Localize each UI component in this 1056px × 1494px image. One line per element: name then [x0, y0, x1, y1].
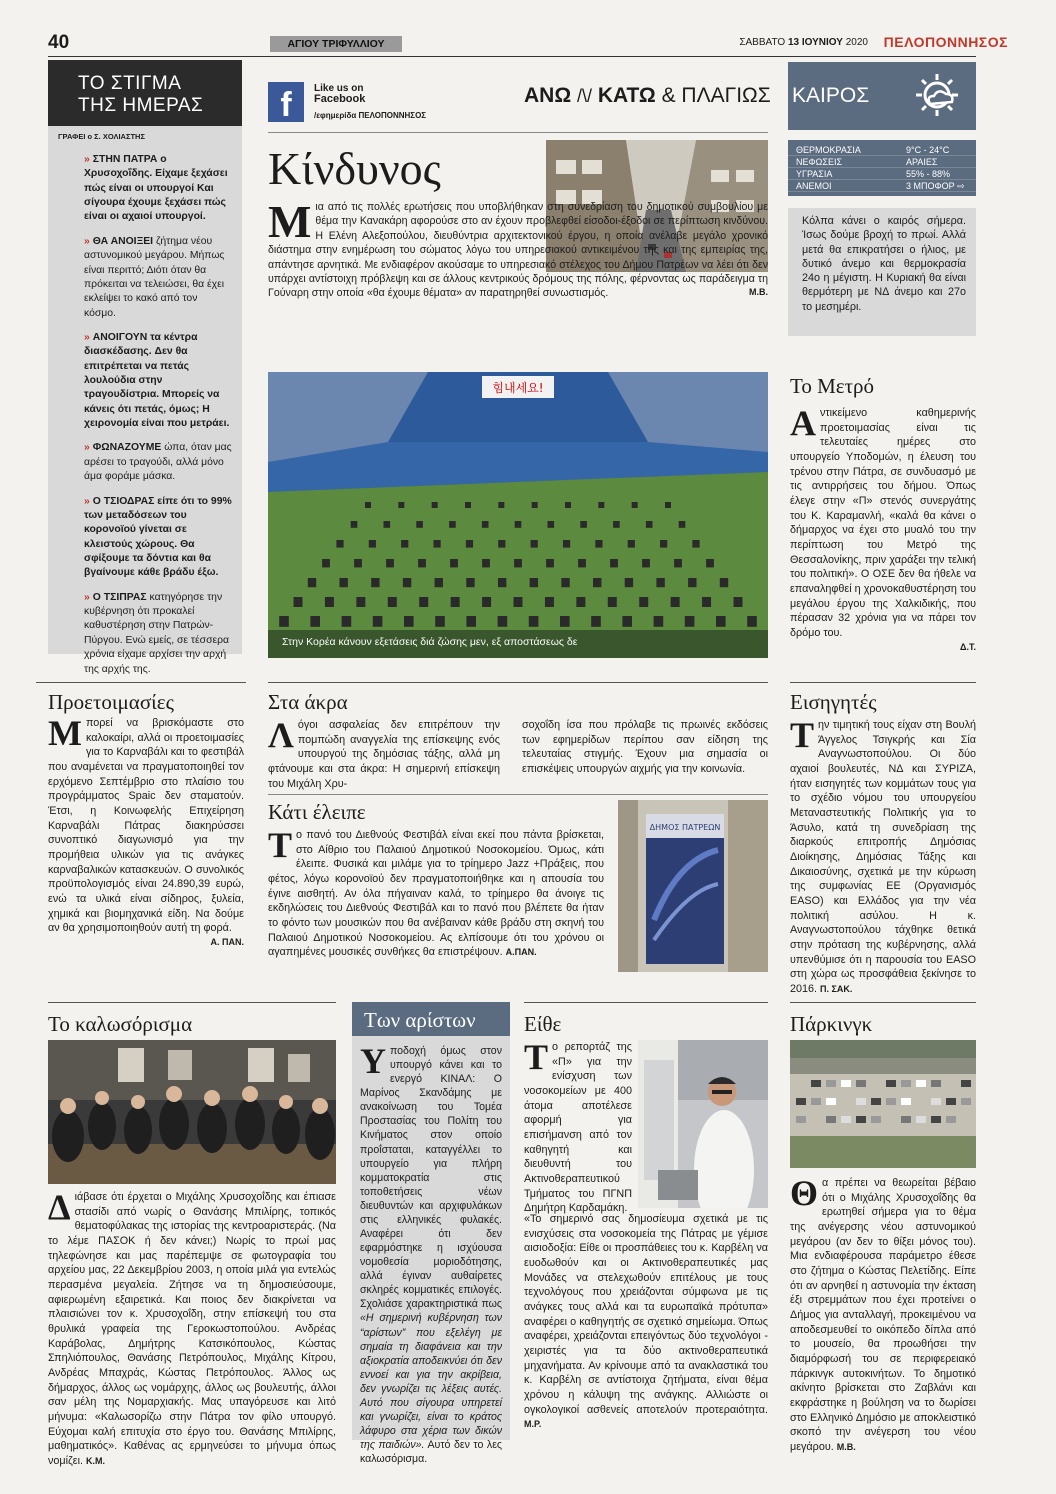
- kalosorisma-body: Δ ιάβασε ότι έρχεται ο Μιχάλης Χρυσοχοΐδης και έπιασε στασίδι από νωρίς ο Θανάσης Μπιλίρης, τοπικός θεματοφύλακας της ιστορίας της κεντροαριστεράς. (Να το λέμε ΠΑΣΟΚ ή δεν κάνει;) Νωρίς το πρωί μας τηλεφώνησε και μας παρέπεμψε σε φωτογραφία του αρχείου μας, 22 Δεκεμβρίου 2003, η οποία μιλά για εντελώς περασμένα μεγαλεία. Ζήτησε να τη δημοσιεύσουμε, αφιερωμένη εξαιρετικά. Και ποιος δεν διακρίνεται να πλαισιώνει τον κ. Χρυσοχοΐδη, στην επίσκεψή του στα θρυλικά γραφεία της Γεροκωστοπούλου. Ανδρέας Καράβολας, Δημήτρης Κατσικόπουλος, Κώστας Σπηλιόπουλος, Θανάσης Πετρόπουλος, Μιχάλης Κίτρου, Ανδρέας Μπαχράς, Κώστας Πετρόπουλος. Άλλος ως δήμαρχος, άλλος ως νομάρχης, άλλος ως βουλευτής, άλλοι σαν μέλη της Νομαρχιακής. Μας υπαγόρευσε και λιτό μήνυμα: «Καλωσορίζω στην Πάτρα τον φίλο υπουργό. Εύχομαι καλή επιτυχία στο έργο του. Θανάσης Μπιλίρης, μαθηματικός». Καθένας ας ερμηνεύσει το μήνυμα όπως νομίζει. Κ.Μ.: [48, 1187, 336, 1468]
- desk: [465, 502, 471, 508]
- desk: [679, 521, 686, 528]
- desk: [546, 559, 554, 567]
- moment-item: » ΦΩΝΑΖΟΥΜΕ ώπα, όταν μας αρέσει το τραγούδι, αλλά μόνο άμα φοράμε μάσκα.: [84, 442, 232, 483]
- akra-body-right: σοχοΐδη ίσα που πρόλαβε τις πρωινές εκδόσεις των εφημερίδων περίπου σαν είδηση της τελευταίας στιγμής. Έχουν μια σημασία οι επισκέψεις υπουργών αιχμής για την κοινωνία.: [522, 719, 768, 776]
- desk: [706, 559, 714, 567]
- desk: [279, 616, 289, 627]
- desk: [384, 521, 391, 528]
- eleipe-body: Τ ο πανό του Διεθνούς Φεστιβάλ είναι εκεί που πάντα βρίσκεται, στο Αίθριο του Παλαιού Δημοτικού Νοσοκομείου. Όμως, κάτι έλειπε. Φυσικά και μιλάμε για το τρίημερο Jazz +Πράξεις, που φέτος, λόγω κορονοϊού δεν πραγματοποιήθηκε και η απουσία του έγινε αισθητή. Αν όλα πήγαιναν καλά, το τρίημερο θα άνοιγε τις εκδηλώσεις του Διεθνούς Φεστιβάλ και το πανό που βλέπετε θα ήταν το φόντο των μουσικών που θα ανέβαιναν κάθε βράδυ στη σκηνή του Παλαιού Δημοτικού Νοσοκομείου. Ας ελπίσουμε ότι του χρόνου οι αγαπημένες μουσικές συνθήκες θα επιστρέψουν. Α.ΠΑΝ.: [268, 825, 604, 959]
- desk: [466, 578, 474, 587]
- parked-car: [886, 1098, 896, 1105]
- desk: [671, 597, 680, 607]
- desk: [351, 521, 358, 528]
- parking-photo: [790, 1040, 976, 1168]
- desk: [688, 578, 696, 587]
- desk: [665, 502, 671, 508]
- desk: [449, 521, 456, 528]
- double-arrow-icon: »: [84, 235, 90, 247]
- desk: [435, 616, 445, 627]
- desk: [373, 616, 383, 627]
- ariston-body: Υ ποδοχή όμως στον υπουργό κάνει και το ενεργό ΚΙΝΑΛ: Ο Μαρίνος Σκανδάμης με ανακοίνωση του Τομέα Προστασίας του Πολίτη του Κινήματος στον οποίο προΐσταται, καταγγέλλει το υπουργείο για πλήρη κομματοκρατία στις τοποθετήσεις νέων διευθυντών και αρχιφυλάκων στις ελληνικές φυλακές. Αναφέρει ότι δεν εφαρμόστηκε η ισχύουσα νομοθεσία μοριοδότησης, αλλά έγιναν αυθαίρετες σκληρές κομματικές επιλογές. Σχολιάσε χαρακτηριστικά πως «Η σημερινή κυβέρνηση των “αρίστων” που εξελέγη με σημαία τη διαφάνεια και την αξιοκρατία αποδεικνύει ότι δεν εννοεί και για την ακρίβεια, δεν γνωρίζει τις λέξεις αυτές. Αυτό που σίγουρα υπηρετεί και γνωρίζει, είναι το κράτος λάφυρο στα χέρια των δικών της παιδιών». Αυτό δεν το λες καλωσόρισμα.: [360, 1041, 503, 1466]
- ariston-title-band: [352, 1002, 510, 1036]
- desk: [580, 521, 587, 528]
- eithe-body-top: Τ ο ρεπορτάζ της «Π» για την ενίσχυση των νοσοκομείων με 400 άτομα αποτέλεσε αφορμή για επισήμανση από τον καθηγητή και διευθυντή του Ακτινοθεραπευτικού Τμήματος του ΠΓΝΠ Δημήτρη Καρδαμάκη.: [524, 1037, 632, 1215]
- parked-car: [946, 1098, 956, 1105]
- double-arrow-icon: »: [84, 495, 90, 507]
- desk: [530, 578, 538, 587]
- sun-cloud-icon: [912, 72, 962, 118]
- desk: [398, 502, 404, 508]
- desk: [404, 616, 414, 627]
- desk: [716, 616, 726, 627]
- ariston-box: [352, 1002, 510, 1466]
- desk: [591, 616, 601, 627]
- parked-car: [826, 1116, 836, 1123]
- desk: [545, 597, 554, 607]
- parked-car: [841, 1080, 851, 1087]
- desk: [632, 502, 638, 508]
- weather-header: [788, 62, 976, 130]
- stadium-banner: 힘내세요!: [492, 381, 544, 395]
- row2-rule-mid: [268, 682, 768, 683]
- moment-title-line1: ΤΟ ΣΤΙΓΜΑ: [78, 73, 182, 94]
- desk: [532, 502, 538, 508]
- meeting-photo: [48, 1040, 336, 1184]
- desk: [639, 597, 648, 607]
- desk: [660, 540, 667, 548]
- parked-car: [886, 1080, 896, 1087]
- desk: [498, 616, 508, 627]
- parked-car: [931, 1098, 941, 1105]
- parked-car: [856, 1098, 866, 1105]
- moment-item: » ΣΤΗΝ ΠΑΤΡΑ ο Χρυσοχοΐδης. Είχαμε ξεχάσει πώς είναι οι υπουργοί Και σίγουρα έχουμε ξεχάσει πώς είναι οι αχαιοί υπουργοί.: [84, 154, 228, 223]
- desk: [388, 597, 397, 607]
- parked-car: [871, 1116, 881, 1123]
- moment-item: » ΘΑ ΑΝΟΙΞΕΙ ζήτημα νέου αστυνομικού μεγάρου. Μήπως είναι περιττό; Διότι όταν θα πρόκειται να τελειώσει, θα έχει εκλείψει το κακό από τον κόσμο.: [84, 235, 225, 319]
- row3-rule-left: [48, 1002, 336, 1003]
- parked-car: [811, 1098, 821, 1105]
- weather-title: ΚΑΙΡΟΣ: [792, 84, 870, 107]
- stadium-photo: [268, 372, 768, 658]
- desk: [608, 597, 617, 607]
- doctor-photo: [638, 1040, 768, 1208]
- desk: [674, 559, 682, 567]
- desk: [308, 578, 316, 587]
- desk: [322, 559, 330, 567]
- desk: [339, 578, 347, 587]
- weather-row: ΝΕΦΩΣΕΙΣ ΑΡΑΙΕΣ: [788, 156, 976, 168]
- desk: [498, 540, 505, 548]
- facebook-like-line1: Like us on: [314, 83, 364, 94]
- desk: [498, 578, 506, 587]
- parked-car: [811, 1080, 821, 1087]
- facebook-icon[interactable]: f: [268, 82, 304, 122]
- moment-box: [48, 126, 242, 675]
- desk: [734, 597, 743, 607]
- parked-car: [796, 1098, 806, 1105]
- desk: [625, 578, 633, 587]
- kindynos-body: Μ ια από τις πολλές ερωτήσεις που υποβλήθηκαν στη συνεδρίαση του δημοτικού συμβουλίου με θέμα την Κανακάρη αφορούσε στο αν έχουν προβλεφθεί είσοδοι-έξοδοι σε περίπτωση κινδύνου. Η Ελένη Αλεξοπούλου, διευθύντρια αρχιτεκτονικού έργου, η οποία ανέλαβε μεγάλο χρονικό διάστημα στην ενημέρωση του σώματος λόγω του υπηρεσιακού αντικειμένου της και της εμπειρίας της, απάντησε αρνητικά. Με ενδιαφέρον ακούσαμε το υπηρεσιακό στέλεχος του Δήμου Πατρέων να λέει ότι δεν υπάρχει αντίστοιχη πρόβλεψη και σε άλλους κεντρικούς δρόμους της πόλης, φέρνοντας ως παράδειγμα τη Γούναρη στην οποία «θα έχουμε θέματα» αν παρατηρηθεί συνωστισμός. Μ.Β.: [268, 196, 768, 300]
- desk: [403, 578, 411, 587]
- metro-title: Το Μετρό: [790, 374, 875, 398]
- weather-row: ΥΓΡΑΣΙΑ 55% - 88%: [788, 168, 976, 180]
- desk: [515, 521, 522, 528]
- desk: [747, 616, 757, 627]
- proetoimasies-title: Προετοιμασίες: [48, 690, 174, 714]
- facebook-block[interactable]: [268, 78, 468, 126]
- desk: [702, 597, 711, 607]
- eisigites-body: Τ ην τιμητική τους είχαν στη Βουλή Άγγελος Τσιγκρής και Σία Αναγνωστοπούλου. Οι δύο αχαιοί βουλευτές, ΝΔ και ΣΥΡΙΖΑ, ήταν εισηγητές των κομμάτων τους για το σχέδιο νόμου του υπουργείου Μεταναστευτικής Πολιτικής για το Άσυλο, κατά τη συνεδρίαση της διαρκούς επιτροπής Δημόσιας Διοίκησης, Δημόσιας Τάξης και Δικαιοσύνης, σχετικά με την κύρωση της συμφωνίας ΕΕ (Οργανισμός EASO) και Ελλάδος για την νέα πολιτική ασύλου. Η κ. Αναγνωστοπούλου τάχθηκε θετικά στην πρόταση της κυβέρνησης, αλλά υπενθύμισε ότι η παρουσία του EASO στη χώρα ως προσφάθεια ξεκίνησε το 2016. Π. ΣΑΚ.: [790, 715, 976, 996]
- paper-name: ΠΕΛΟΠΟΝΝΗΣΟΣ: [883, 34, 1008, 50]
- parked-car: [901, 1080, 911, 1087]
- updown-title: ΑΝΩ /\/ ΚΑΤΩ & ΠΛΑΓΙΩΣ: [524, 84, 771, 107]
- desk: [531, 540, 538, 548]
- double-arrow-icon: »: [84, 442, 90, 454]
- parked-car: [961, 1080, 971, 1087]
- desk: [294, 597, 303, 607]
- desk: [593, 578, 601, 587]
- moment-item: » Ο ΤΣΙΠΡΑΣ κατηγόρησε την κυβέρνηση ότι προκαλεί καθυστέρηση στην Πατρών-Πύργου. Ενώ εμείς, σε τέσσερα χρόνια είχαμε αρχίσει την αρχή της αρχής της.: [84, 591, 230, 675]
- desk: [646, 521, 653, 528]
- page-number: 40: [48, 32, 70, 53]
- desk: [451, 597, 460, 607]
- desk: [386, 559, 394, 567]
- desk: [595, 540, 602, 548]
- desk: [356, 597, 365, 607]
- parking-body: Θ α πρέπει να θεωρείται βέβαιο ότι ο Μιχάλης Χρυσοχοΐδης θα ερωτηθεί σήμερα για το θέμα της ανέγερσης νέου αστυνομικού μεγάρου (αν δεν το θίξει μόνος του). Μια ενδιαφέρουσα παράμετρο έθεσε στο ζήτημα ο Κώστας Πελετίδης. Είπε ότι αν αρνηθεί η αστυνομία την έκταση έξι στρεμμάτων που έχει προτείνει ο Δήμος για ανταλλαγή, προκειμένου να αποδεσμευθεί το οικόπεδο δίπλα από το μουσείο, θα προωθήσει την διαμόρφωσή του σε περιφερειακό πάρκινγκ αυτοκινήτων. Το δημοτικό ακίνητο βρίσκεται στο Ζαβλάνι και εκφράστηκε η βούληση να το δωρίσει στο Ελληνικό Δημόσιο με αποκλειστικό σκοπό την ανέγερση του νέου μεγάρου. Μ.Β.: [790, 1173, 976, 1454]
- section-tag: ΑΓΙΟΥ ΤΡΙΦΥΛΛΙΟΥ: [270, 36, 402, 52]
- parked-car: [856, 1116, 866, 1123]
- desk: [628, 540, 635, 548]
- desk: [622, 616, 632, 627]
- desk: [720, 578, 728, 587]
- page-header: [48, 30, 1008, 56]
- desk: [310, 616, 320, 627]
- row3-rule-eithe: [524, 1002, 768, 1003]
- desk: [371, 578, 379, 587]
- desk: [613, 521, 620, 528]
- parked-car: [901, 1116, 911, 1123]
- desk: [529, 616, 539, 627]
- desk: [514, 597, 523, 607]
- eithe-title: Είθε: [524, 1012, 562, 1036]
- parked-car: [916, 1080, 926, 1087]
- festival-banner-title: ΔΗΜΟΣ ΠΑΤΡΕΩΝ: [649, 823, 721, 832]
- row2-rule-right: [790, 682, 976, 683]
- moment-items: [58, 153, 232, 677]
- desk: [325, 597, 334, 607]
- ariston-title: Των αρίστων: [364, 1008, 476, 1032]
- parked-car: [931, 1080, 941, 1087]
- double-arrow-icon: »: [84, 591, 90, 603]
- facebook-like-line2: Facebook: [314, 93, 366, 105]
- desk: [336, 540, 343, 548]
- weather-row: ΘΕΡΜΟΚΡΑΣΙΑ 9°C - 24°C: [788, 144, 976, 156]
- desk: [560, 616, 570, 627]
- desk: [432, 502, 438, 508]
- weather-text: Κόλπα κάνει ο καιρός σήμερα. Ίσως δούμε βροχή το πρωί. Αλλά μετά θα επικρατήσει ο ήλιος, με δυτικό άνεμο και θερμοκρασία 24ο η μέγιστη. Η Κυριακή θα είναι θερμότερη με ΝΔ άνεμο και 27ο το μεσημέρι.: [788, 208, 976, 336]
- parked-car: [916, 1116, 926, 1123]
- desk: [369, 540, 376, 548]
- desk: [401, 540, 408, 548]
- metro-body: Α ντικείμενο καθημερινής προετοιμασίας είναι τις τελευταίες ημέρες στο υπουργείο Υποδομών, η έλευση του τρένου στην Πάτρα, σε συνδυασμό με τις αντιρρήσεις του δήμου. Όπως έλεγε στην «Π» στενός συνεργάτης του Κ. Καραμανλή, «καλά θα κάνει ο δήμαρχος να έχει στο μυαλό του την περίπτωση του Μετρό της Θεσσαλονίκης, πριν χαράξει την τελική του πολιτική». Ο ΟΣΕ δεν θα ήθελε να επαναληφθεί η χρονοκαθυστέρηση του μεγάλου έργου της Χαλκιδικής, που πέρασαν 32 χρόνια για να πάρει τον δρόμο του. Δ.Τ.: [790, 403, 976, 652]
- eithe-body: «Το σημερινό σας δημοσίευμα σχετικά με τις ενισχύσεις στα νοσοκομεία της Πάτρας με γέμισε αισιοδοξία: Είθε οι προσπάθειες του κ. Καρβέλη να ευοδωθούν και οι Ακτινοθεραπευτικές μας Μονάδες να στελεχωθούν επιτέλους με τους τεχνολόγους που χρειάζονται σύμφωνα με τις ανάγκες τους αλλά και τα ευρωπαϊκά πρότυπα» αναφέρει ο καθηγητής σε σχετικό σημείωμα. Όπως αναφέρει, χρειάζονται επειγόντως δύο τεχνολόγοι - χειριστές για τα δύο ακτινοθεραπευτικά μηχανήματα. Αν κρίνουμε από τα ανακλαστικά του κ. Καρβέλη σε αντίστοιχα ζητήματα, είναι θέμα χρόνου η κάλυψη της ανάγκης. Αλλιώστε οι ογκολογικοί ασθενείς αποτελούν προτεραιότητα. Μ.Ρ.: [524, 1213, 768, 1430]
- akra-title: Στα άκρα: [268, 690, 348, 714]
- parked-car: [826, 1098, 836, 1105]
- desk: [450, 559, 458, 567]
- parked-car: [946, 1116, 956, 1123]
- updown-arrows-icon: /\/: [577, 86, 593, 106]
- desk: [565, 502, 571, 508]
- desk: [656, 578, 664, 587]
- desk: [692, 540, 699, 548]
- weather-row: ΑΝΕΜΟΙ 3 ΜΠΟΦΟΡ ⇨: [788, 180, 976, 192]
- desk: [482, 597, 491, 607]
- eleipe-rule: [268, 794, 768, 795]
- eisigites-title: Εισηγητές: [790, 690, 877, 714]
- desk: [418, 559, 426, 567]
- desk: [354, 559, 362, 567]
- moment-item: » Ο ΤΣΙΟΔΡΑΣ είπε ότι το 99% των μεταδόσεων του κορονοϊού γίνεται σε κλειστούς χώρους. Θα σφίξουμε τα δόντια και θα βγαίνουμε κάθε βράδυ έξω.: [84, 495, 232, 579]
- moment-title-line2: ΤΗΣ ΗΜΕΡΑΣ: [78, 95, 204, 116]
- parked-car: [961, 1098, 971, 1105]
- parked-car: [841, 1116, 851, 1123]
- desk: [342, 616, 352, 627]
- issue-date: ΣΑΒΒΑΤΟ 13 ΙΟΥΝΙΟΥ 2020: [739, 37, 868, 48]
- double-arrow-icon: »: [84, 331, 90, 343]
- desk: [433, 540, 440, 548]
- double-arrow-icon: »: [84, 154, 90, 165]
- parked-car: [901, 1098, 911, 1105]
- akra-body-left: Λ όγοι ασφαλείας δεν επιτρέπουν την πομπώδη αναγγελία της επίσκεψης ενός υπουργού της δημόσιας τάξης, αλλά μη φτάνουμε και στα άκρα: Η σημερινή επίσκεψη του Μιχάλη Χρυ-: [268, 715, 500, 790]
- proetoimasies-body: Μ πορεί να βρισκόμαστε στο καλοκαίρι, αλλά οι προετοιμασίες για το Καρναβάλι και το φεστιβάλ που αναμένεται να πραγματοποιηθεί τον ερχόμενο Σεπτέμβριο στο πλαίσιο του προγράμματος Spaic δεν σταματούν. Έτσι, η Κοινωφελής Επιχείρηση Καρναβάλι Πάτρας διακηρύσσει συνοπτικό διαγωνισμό για την προμήθεια υλικών για τις ανάγκες καρναβαλικών κατασκευών. Ο συνολικός προϋπολογισμός είναι 24.890,39 ευρώ, ενώ τα υλικά είναι σίδηρος, ξυλεία, χημικά και βιομηχανικά είδη. Να δούμε αν θα χρησιμοποιηθούν αυτή τη φορά. Α. ΠΑΝ.: [48, 713, 244, 948]
- festival-banner-photo: [618, 800, 768, 972]
- desk: [419, 597, 428, 607]
- desk: [498, 502, 504, 508]
- stadium-caption: Στην Κορέα κάνουν εξετάσεις διά ζώσης μεν, εξ αποστάσεως δε: [282, 636, 578, 648]
- desk: [365, 502, 371, 508]
- desk: [561, 578, 569, 587]
- kindynos-title: Κίνδυνος: [268, 143, 441, 194]
- desk: [548, 521, 555, 528]
- row2-rule-left: [36, 682, 246, 683]
- desk: [685, 616, 695, 627]
- desk: [435, 578, 443, 587]
- desk: [416, 521, 423, 528]
- eleipe-title: Κάτι έλειπε: [268, 800, 366, 824]
- facebook-page-name: /εφημερίδα ΠΕΛΟΠΟΝΝΗΣΟΣ: [314, 111, 427, 120]
- desk: [576, 597, 585, 607]
- kindynos-top-rule: [268, 132, 768, 133]
- desk: [654, 616, 664, 627]
- desk: [466, 540, 473, 548]
- desk: [514, 559, 522, 567]
- desk: [598, 502, 604, 508]
- weather-table: [788, 140, 976, 196]
- header-rule: [48, 56, 976, 57]
- parked-car: [856, 1080, 866, 1087]
- parked-car: [931, 1116, 941, 1123]
- parked-car: [796, 1116, 806, 1123]
- parked-car: [871, 1098, 881, 1105]
- desk: [482, 521, 489, 528]
- desk: [578, 559, 586, 567]
- desk: [563, 540, 570, 548]
- moment-header: [48, 60, 242, 126]
- parked-car: [826, 1080, 836, 1087]
- desk: [482, 559, 490, 567]
- kalosorisma-title: Το καλωσόρισμα: [48, 1012, 193, 1036]
- parking-title: Πάρκινγκ: [790, 1012, 873, 1036]
- desk: [642, 559, 650, 567]
- desk: [610, 559, 618, 567]
- desk: [466, 616, 476, 627]
- moment-author: ΓΡΑΦΕΙ ο Σ. ΧΟΛΙΑΣΤΗΣ: [58, 132, 145, 141]
- moment-item: » ΑΝΟΙΓΟΥΝ τα κέντρα διασκέδασης. Δεν θα επιτρέπεται να πετάς λουλούδια στην τραγουδίστρια. Μπορείς να κάνεις ότι πετάς, όμως; Η χειρονομία είναι που μετράει.: [84, 331, 230, 430]
- row3-rule-right: [790, 1002, 976, 1003]
